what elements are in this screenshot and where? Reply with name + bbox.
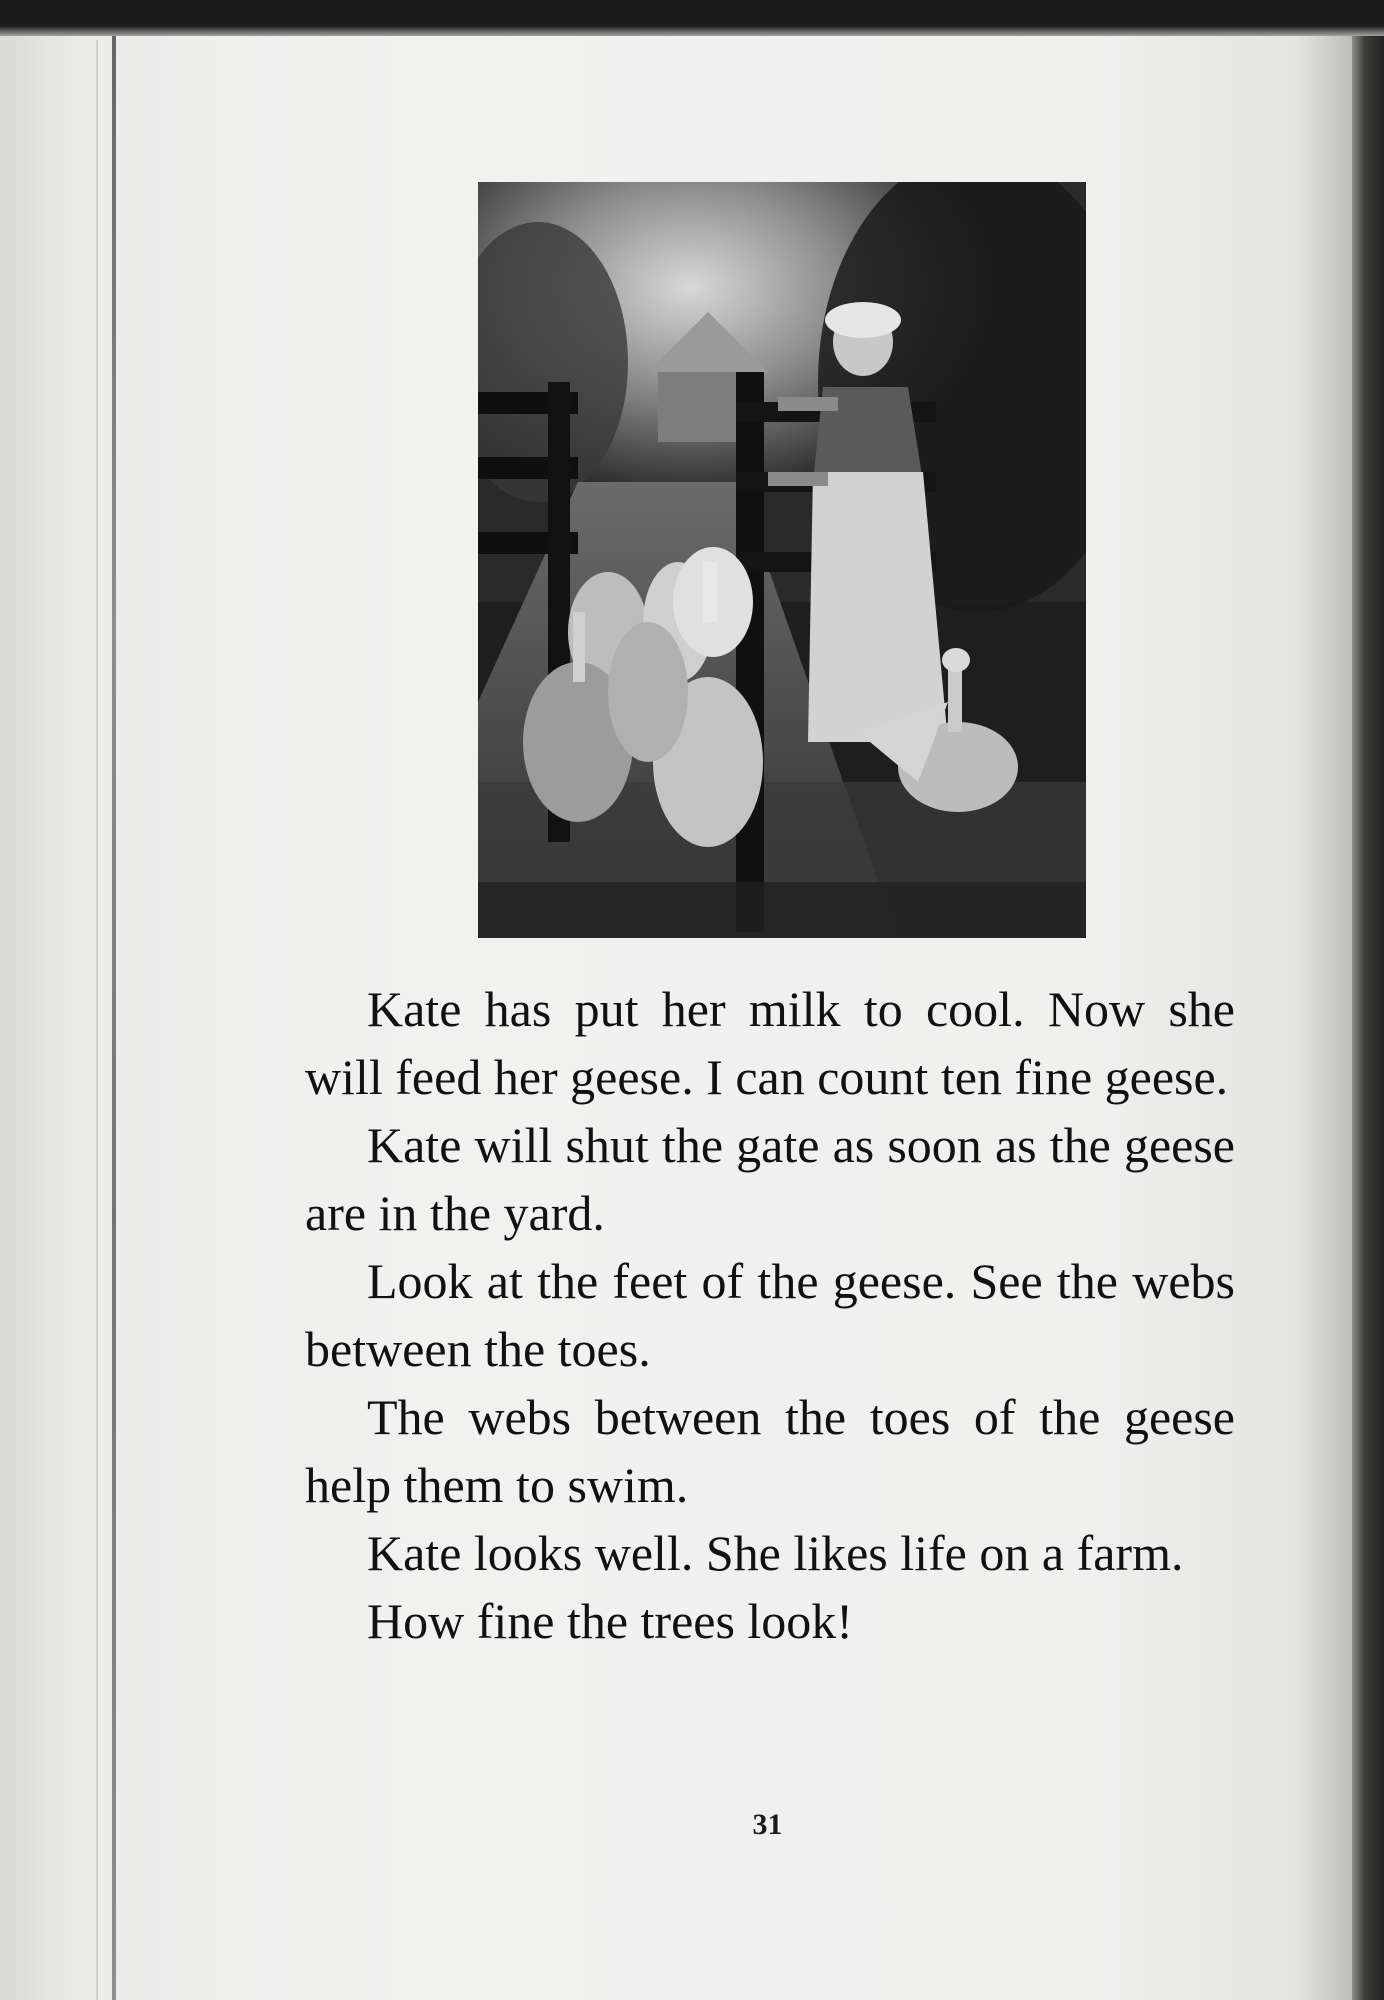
page-crease-line [96, 40, 98, 2000]
paragraph: The webs between the toes of the geese help them to swim. [305, 1389, 1235, 1513]
paragraph: Kate has put her milk to cool. Now she will feed her geese. I can count ten fine geese. [305, 981, 1235, 1105]
paragraph: Look at the feet of the geese. See the webs between the toes. [305, 1253, 1235, 1377]
page-number: 31 [752, 1808, 783, 1841]
paragraph: How fine the trees look! [367, 1593, 853, 1649]
binding-fold [112, 36, 116, 2000]
paragraph: Kate will shut the gate as soon as the geese are in the yard. [305, 1117, 1235, 1241]
paragraph: Kate looks well. She likes life on a farm. [367, 1525, 1184, 1581]
page-edge-shadow [1352, 36, 1384, 2000]
illustration-girl-feeding-geese [478, 182, 1086, 938]
reading-text [305, 975, 1235, 1655]
